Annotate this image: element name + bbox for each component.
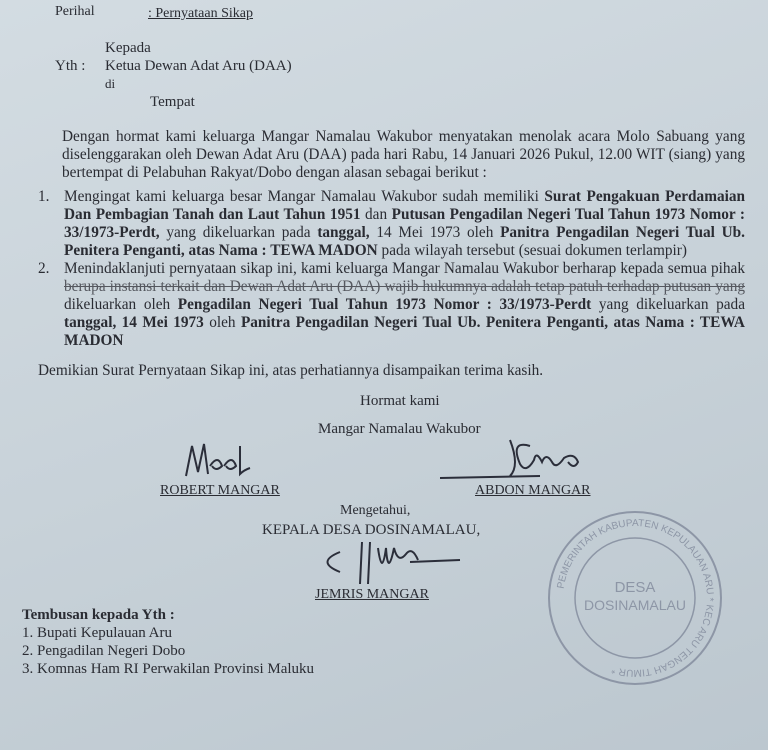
right-signatory-name: ABDON MANGAR — [475, 483, 591, 498]
yth-label: Yth : — [55, 58, 86, 74]
opening-paragraph: Dengan hormat kami keluarga Mangar Namalau Wakubor menyatakan menolak acara Molo Sabuang yang diselenggarakan oleh Dewan Adat Aru (DAA) pada hari Rabu, 14 Januari 2026 Pukul, 12.00 WIT (siang) yang bertempat di Pelabuhan Rakyat/Dobo dengan alasan sebagai berikut : — [62, 128, 745, 181]
family-name: Mangar Namalau Wakubor — [318, 421, 481, 437]
bold-text: Putusan Pengadilan Negeri Tual Tahun 1973 Nomor : 33/1973-Perdt, — [64, 206, 745, 241]
item-number: 1. — [38, 188, 50, 205]
reason-item-2 — [38, 260, 745, 350]
left-signatory-name: ROBERT MANGAR — [160, 483, 280, 498]
perihal-value: : Pernyataan Sikap — [148, 6, 253, 21]
stamp-center-line1: DESA — [614, 579, 656, 596]
bold-text: Surat Pengakuan Perdamaian Dan Pembagian Tanah dan Laut Tahun 1951 — [64, 188, 745, 223]
kepada-label: Kepada — [105, 40, 151, 56]
bold-text: tanggal, 14 Mei 1973 — [64, 314, 204, 331]
reason-item-1 — [38, 188, 745, 260]
recipient: Ketua Dewan Adat Aru (DAA) — [105, 58, 292, 74]
bold-text: tanggal, — [317, 224, 370, 241]
di-label: di — [105, 76, 116, 91]
text: dan — [360, 206, 392, 223]
text: yang dikeluarkan pada — [159, 224, 318, 241]
text: Mengingat kami keluarga besar Mangar Namalau Wakubor sudah memiliki — [64, 188, 545, 205]
signature-robert — [178, 438, 258, 482]
strikethrough-text: berupa instansi terkait dan Dewan Adat Aru (DAA) wajib hukumnya adalah tetap patuh terhadap putusan yang — [64, 278, 745, 295]
reasons-list — [38, 188, 745, 350]
text: oleh — [203, 314, 241, 331]
tembusan-title: Tembusan kepada Yth : — [22, 607, 175, 623]
stamp-ring-text: PEMERINTAH KABUPATEN KEPULAUAN ARU * KEC ARU TENGAH TIMUR * — [555, 517, 716, 679]
bold-text: Pengadilan Negeri Tual Tahun 1973 Nomor : 33/1973-Perdt — [177, 296, 592, 313]
kepala-desa-title: KEPALA DESA DOSINAMALAU, — [262, 522, 481, 538]
letter-body — [0, 128, 768, 678]
tembusan-item: 3. Komnas Ham RI Perwakilan Provinsi Maluku — [22, 661, 315, 677]
item-number: 2. — [38, 260, 50, 277]
closing-text: Demikian Surat Pernyataan Sikap ini, atas perhatiannya disampaikan terima kasih. — [38, 362, 544, 379]
text: 14 Mei 1973 oleh — [369, 224, 501, 241]
text: dikeluarkan oleh — [64, 296, 178, 313]
hormat-kami: Hormat kami — [360, 393, 440, 409]
text: pada wilayah tersebut (sesuai dokumen terlampir) — [377, 242, 687, 259]
bold-text: Panitra Pengadilan Negeri Tual Ub. Penitera Penganti, atas Nama : TEWA MADON — [64, 224, 745, 259]
text: Menindaklanjuti pernyataan sikap ini, kami keluarga Mangar Namalau Wakubor berharap kepada semua pihak — [64, 260, 745, 277]
bold-text: Panitra Pengadilan Negeri Tual Ub. Penitera Penganti, atas Nama : TEWA MADON — [64, 314, 745, 349]
tembusan-item: 2. Pengadilan Negeri Dobo — [22, 643, 186, 659]
tembusan-section — [22, 606, 768, 678]
stamp-center-line2: DOSINAMALAU — [584, 597, 686, 613]
tembusan-item: 1. Bupati Kepulauan Aru — [22, 625, 172, 641]
text: yang dikeluarkan pada — [591, 296, 745, 313]
tempat-label: Tempat — [150, 94, 195, 110]
signature-abdon — [440, 436, 600, 482]
signature-jemris — [310, 540, 470, 586]
mengetahui-label: Mengetahui, — [340, 503, 411, 518]
perihal-label: Perihal — [55, 4, 95, 19]
kepala-desa-name: JEMRIS MANGAR — [315, 587, 429, 602]
